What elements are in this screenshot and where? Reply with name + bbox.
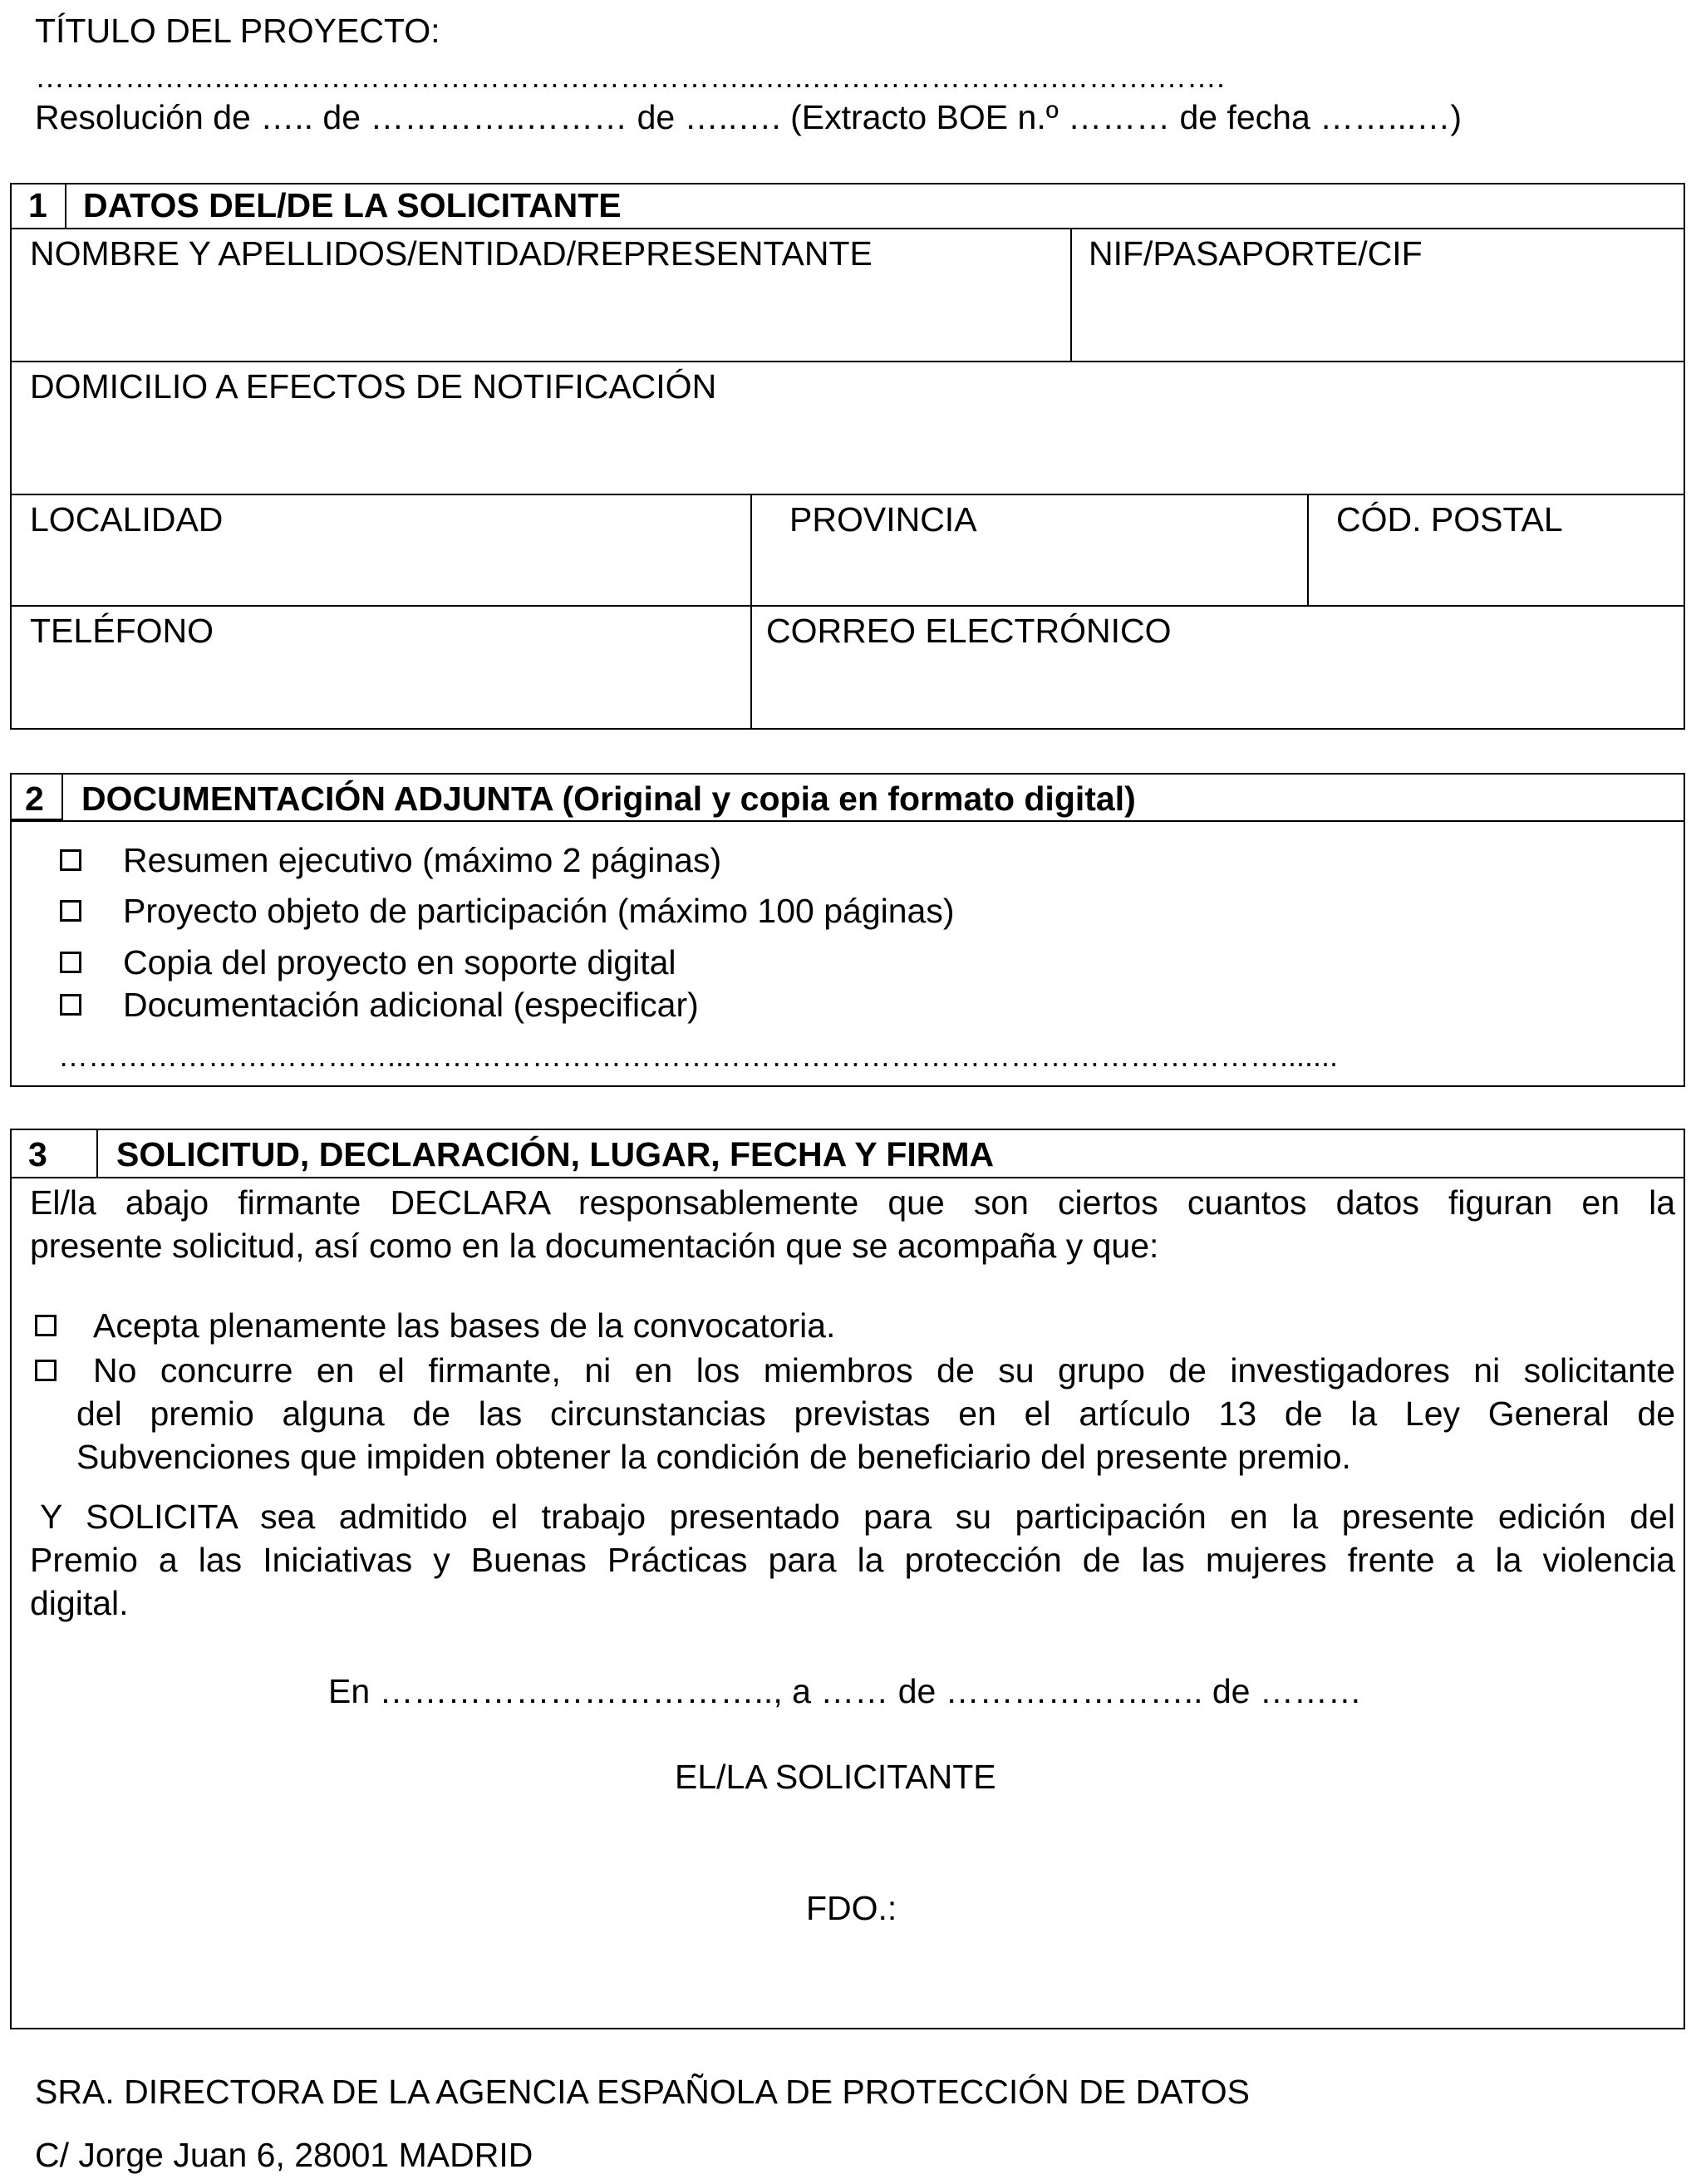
place-date-field[interactable]: En …………………………….., a …… de ………………….. de ……… bbox=[328, 1672, 1362, 1710]
email-label: CORREO ELECTRÓNICO bbox=[766, 612, 1172, 650]
no-circumstances-line-1: No concurre en el firmante, ni en los miembros de su grupo de investigadores ni solicitante bbox=[93, 1351, 1675, 1390]
locality-label: LOCALIDAD bbox=[30, 500, 224, 539]
phone-label: TELÉFONO bbox=[30, 612, 214, 650]
section-3-title: SOLICITUD, DECLARACIÓN, LUGAR, FECHA Y FIRMA bbox=[116, 1135, 995, 1173]
checkbox-additional-docs[interactable] bbox=[60, 994, 81, 1016]
request-line-2: Premio a las Iniciativas y Buenas Prácticas para la protección de las mujeres frente a la violencia bbox=[30, 1541, 1675, 1579]
doc-item-executive-summary: Resumen ejecutivo (máximo 2 páginas) bbox=[123, 841, 722, 879]
checkbox-executive-summary[interactable] bbox=[60, 849, 81, 871]
province-label: PROVINCIA bbox=[789, 500, 977, 539]
name-label: NOMBRE Y APELLIDOS/ENTIDAD/REPRESENTANTE bbox=[30, 234, 873, 273]
signer-label: EL/LA SOLICITANTE bbox=[675, 1758, 996, 1796]
declaration-line-1: El/la abajo firmante DECLARA responsablemente que son ciertos cuantos datos figuran en la bbox=[30, 1183, 1675, 1222]
additional-docs-field[interactable]: ……………………………...……………………………………………………………………………....... bbox=[58, 1039, 1339, 1073]
addressee-address: C/ Jorge Juan 6, 28001 MADRID bbox=[35, 2136, 533, 2174]
no-circumstances-line-3: Subvenciones que impiden obtener la condición de beneficiario del presente premio. bbox=[76, 1438, 1351, 1476]
request-line-1: Y SOLICITA sea admitido el trabajo presentado para su participación en la presente edición del bbox=[40, 1498, 1675, 1536]
section-1-number: 1 bbox=[28, 186, 47, 224]
checkbox-accept-rules[interactable] bbox=[35, 1315, 57, 1336]
section-2-title: DOCUMENTACIÓN ADJUNTA (Original y copia en formato digital) bbox=[81, 780, 1136, 818]
declaration-line-2: presente solicitud, así como en la documentación que se acompaña y que: bbox=[30, 1227, 1159, 1265]
no-circumstances-line-2: del premio alguna de las circunstancias previstas en el artículo 13 de la Ley General de bbox=[76, 1395, 1675, 1433]
signature-field[interactable]: FDO.: bbox=[806, 1889, 897, 1927]
checkbox-project[interactable] bbox=[60, 900, 81, 922]
doc-item-project: Proyecto objeto de participación (máximo 100 páginas) bbox=[123, 892, 955, 930]
request-line-3: digital. bbox=[30, 1584, 129, 1622]
section-3-number: 3 bbox=[28, 1135, 47, 1173]
nif-label: NIF/PASAPORTE/CIF bbox=[1089, 234, 1423, 273]
section-2-number: 2 bbox=[25, 780, 44, 818]
accept-rules-text: Acepta plenamente las bases de la convocatoria. bbox=[93, 1306, 836, 1345]
addressee: SRA. DIRECTORA DE LA AGENCIA ESPAÑOLA DE PROTECCIÓN DE DATOS bbox=[35, 2073, 1250, 2111]
checkbox-no-circumstances[interactable] bbox=[35, 1360, 57, 1381]
section-1-title: DATOS DEL/DE LA SOLICITANTE bbox=[83, 186, 622, 224]
address-label: DOMICILIO A EFECTOS DE NOTIFICACIÓN bbox=[30, 367, 717, 406]
project-title-label: TÍTULO DEL PROYECTO: bbox=[35, 12, 440, 50]
resolution-line: Resolución de ….. de …………..……… de …..…. (Extracto BOE n.º ……… de fecha ……...…) bbox=[35, 98, 1462, 136]
postal-code-label: CÓD. POSTAL bbox=[1336, 500, 1563, 539]
checkbox-digital-copy[interactable] bbox=[60, 952, 81, 973]
doc-item-additional-docs: Documentación adicional (especificar) bbox=[123, 986, 699, 1024]
project-title-field[interactable]: ………………..……………………………………………...…..…………………….……….……. bbox=[35, 60, 1226, 94]
doc-item-digital-copy: Copia del proyecto en soporte digital bbox=[123, 943, 676, 981]
